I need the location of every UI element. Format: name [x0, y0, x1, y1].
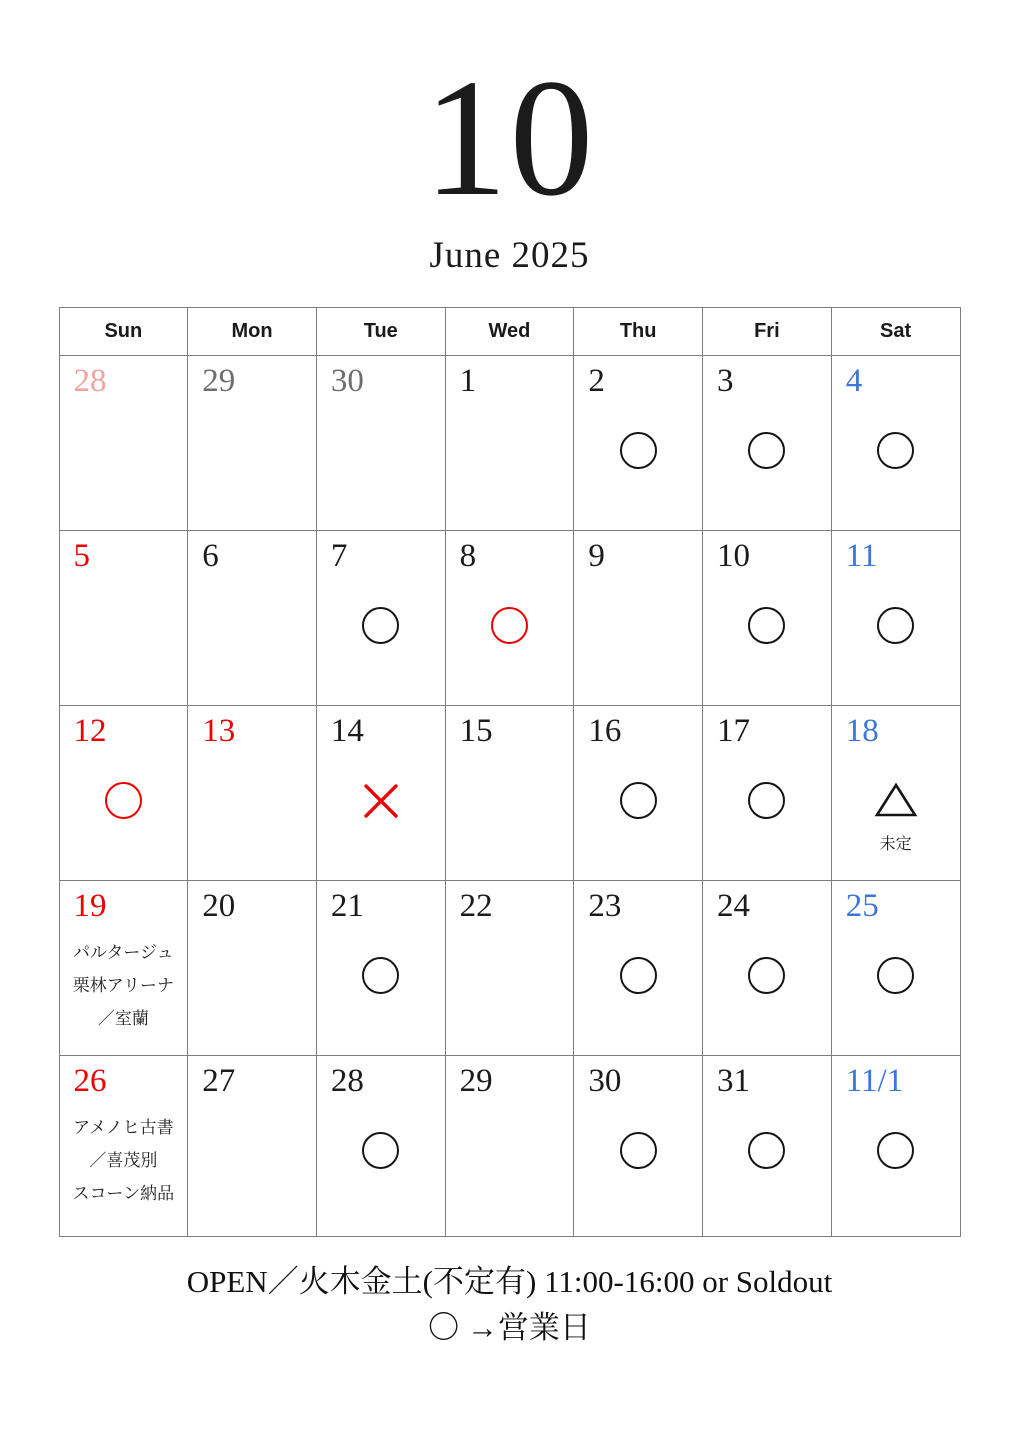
day-cell-17 — [703, 706, 832, 881]
day-cell-27 — [188, 1056, 317, 1237]
date-number: 22 — [459, 888, 493, 924]
open-circle-icon — [748, 782, 785, 819]
closed-x-icon — [362, 782, 400, 820]
note-line: パルタージュ — [73, 943, 174, 962]
day-cell-19 — [59, 881, 188, 1056]
open-circle-red-icon — [105, 782, 142, 819]
day-cell-30 — [316, 356, 445, 531]
week-row-2 — [59, 531, 960, 706]
day-cell-5 — [59, 531, 188, 706]
open-day-marker — [574, 432, 702, 469]
open-day-marker — [832, 432, 960, 469]
day-cell-16 — [574, 706, 703, 881]
open-circle-icon — [748, 1132, 785, 1169]
date-number: 3 — [717, 363, 734, 399]
weekday-sun: Sun — [59, 308, 188, 356]
footer — [0, 1259, 1019, 1351]
open-day-marker — [832, 1132, 960, 1169]
tentative-triangle-icon — [874, 782, 918, 818]
open-day-marker — [703, 782, 831, 819]
date-number: 21 — [330, 888, 364, 924]
date-number: 7 — [330, 538, 348, 574]
closed-day-marker — [317, 782, 445, 820]
open-circle-icon — [748, 957, 785, 994]
week-row-1 — [59, 356, 960, 531]
day-cell-30 — [574, 1056, 703, 1237]
open-day-marker — [832, 607, 960, 644]
weekday-thu: Thu — [574, 308, 703, 356]
day-cell-24 — [703, 881, 832, 1056]
date-number: 30 — [588, 1063, 622, 1099]
open-circle-icon — [748, 432, 785, 469]
day-cell-20 — [188, 881, 317, 1056]
day-cell-1 — [445, 356, 574, 531]
week-row-4 — [59, 881, 960, 1056]
open-day-marker — [574, 957, 702, 994]
day-cell-28 — [316, 1056, 445, 1237]
date-number: 19 — [73, 888, 107, 924]
day-notes — [63, 936, 185, 1035]
day-cell-14 — [316, 706, 445, 881]
note-line: ／室蘭 — [97, 1009, 149, 1028]
open-day-marker — [574, 1132, 702, 1169]
month-number: 10 — [423, 45, 596, 231]
date-number: 29 — [202, 363, 236, 399]
open-day-marker — [703, 1132, 831, 1169]
date-number: 28 — [73, 363, 107, 399]
day-cell-23 — [574, 881, 703, 1056]
open-circle-red-icon — [491, 607, 528, 644]
date-number: 5 — [73, 538, 90, 574]
day-cell-10 — [703, 531, 832, 706]
open-circle-icon — [877, 607, 914, 644]
open-day-marker — [832, 957, 960, 994]
day-notes — [63, 1111, 185, 1210]
date-number: 6 — [202, 538, 219, 574]
date-number: 26 — [73, 1063, 107, 1099]
date-number: 17 — [717, 713, 751, 749]
date-number: 15 — [459, 713, 493, 749]
open-day-marker — [703, 957, 831, 994]
day-cell-2 — [574, 356, 703, 531]
open-day-marker — [317, 1132, 445, 1169]
weekday-mon: Mon — [188, 308, 317, 356]
open-day-marker — [574, 782, 702, 819]
day-cell-12 — [59, 706, 188, 881]
open-circle-icon — [362, 1132, 399, 1169]
note-line: スコーン納品 — [72, 1184, 175, 1203]
date-number: 27 — [202, 1063, 236, 1099]
day-cell-18 — [831, 706, 960, 881]
open-circle-icon — [748, 607, 785, 644]
day-cell-11 — [831, 531, 960, 706]
calendar-body — [59, 356, 960, 1237]
tentative-day-marker — [832, 782, 960, 854]
date-number: 18 — [845, 713, 879, 749]
open-day-marker — [446, 607, 574, 644]
date-number: 31 — [717, 1063, 751, 1099]
weekday-fri: Fri — [703, 308, 832, 356]
day-cell-28 — [59, 356, 188, 531]
date-number: 10 — [717, 538, 751, 574]
open-day-marker — [317, 607, 445, 644]
date-number: 24 — [717, 888, 751, 924]
day-cell-4 — [831, 356, 960, 531]
day-cell-15 — [445, 706, 574, 881]
date-number: 29 — [459, 1063, 493, 1099]
date-number: 28 — [330, 1063, 364, 1099]
open-day-marker — [703, 607, 831, 644]
open-day-marker — [703, 432, 831, 469]
date-number: 23 — [588, 888, 622, 924]
date-number: 20 — [202, 888, 236, 924]
note-line: 栗林アリーナ — [72, 976, 175, 995]
week-row-3 — [59, 706, 960, 881]
day-cell-31 — [703, 1056, 832, 1237]
day-cell-13 — [188, 706, 317, 881]
day-cell-6 — [188, 531, 317, 706]
weekday-tue: Tue — [316, 308, 445, 356]
day-cell-26 — [59, 1056, 188, 1237]
weekday-sat: Sat — [831, 308, 960, 356]
date-number: 11 — [845, 538, 878, 574]
calendar-table — [59, 307, 961, 1237]
date-number: 30 — [330, 363, 364, 399]
week-row-5 — [59, 1056, 960, 1237]
month-caption: June 2025 — [429, 235, 590, 276]
date-number: 25 — [845, 888, 879, 924]
day-cell-7 — [316, 531, 445, 706]
date-number: 4 — [845, 363, 863, 399]
footer-legend: 〇 →営業日 — [428, 1310, 591, 1345]
day-cell-11-1 — [831, 1056, 960, 1237]
open-circle-icon — [620, 1132, 657, 1169]
open-day-marker — [317, 957, 445, 994]
open-circle-icon — [877, 957, 914, 994]
note-line: ／喜茂別 — [89, 1151, 158, 1170]
date-number: 13 — [202, 713, 236, 749]
date-number: 11/1 — [845, 1063, 904, 1099]
open-circle-icon — [620, 432, 657, 469]
date-number: 12 — [73, 713, 107, 749]
open-day-marker — [60, 782, 188, 819]
footer-opening-hours: OPEN／火木金土(不定有) 11:00-16:00 or Soldout — [186, 1264, 833, 1299]
date-number: 2 — [588, 363, 605, 399]
open-circle-icon — [620, 782, 657, 819]
open-circle-icon — [877, 1132, 914, 1169]
day-cell-9 — [574, 531, 703, 706]
open-circle-icon — [877, 432, 914, 469]
open-circle-icon — [362, 957, 399, 994]
weekday-header-row — [59, 308, 960, 356]
date-number: 16 — [588, 713, 622, 749]
note-line: アメノヒ古書 — [73, 1118, 174, 1137]
date-number: 14 — [330, 713, 364, 749]
date-number: 1 — [459, 363, 477, 399]
day-cell-29 — [188, 356, 317, 531]
day-cell-29 — [445, 1056, 574, 1237]
open-circle-icon — [620, 957, 657, 994]
weekday-wed: Wed — [445, 308, 574, 356]
day-cell-22 — [445, 881, 574, 1056]
date-number: 9 — [588, 538, 605, 574]
day-cell-3 — [703, 356, 832, 531]
open-circle-icon — [362, 607, 399, 644]
date-number: 8 — [459, 538, 477, 574]
day-cell-25 — [831, 881, 960, 1056]
day-cell-8 — [445, 531, 574, 706]
symbol-caption: 未定 — [879, 836, 912, 853]
day-cell-21 — [316, 881, 445, 1056]
